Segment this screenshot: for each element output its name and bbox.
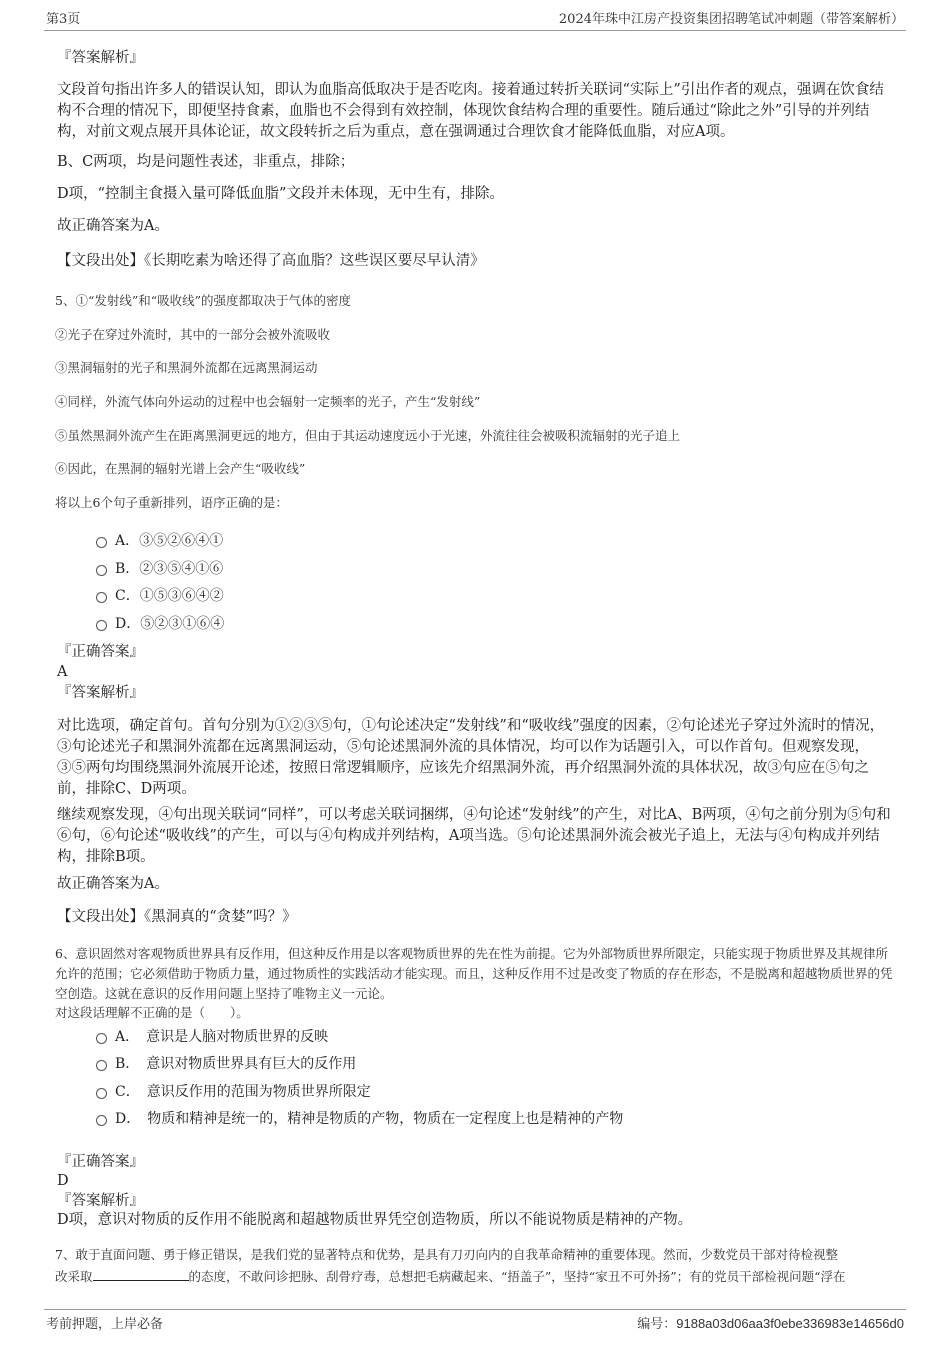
source-citation: 【文段出处】《长期吃素为啥还得了高血脂？这些误区要尽早认清》 — [57, 253, 485, 269]
option-a[interactable]: A．③⑤②⑥④① — [96, 530, 223, 550]
option-b[interactable]: B．②③⑤④①⑥ — [96, 558, 223, 578]
question-sentence: ③黑洞辐射的光子和黑洞外流都在远离黑洞运动 — [55, 360, 318, 375]
analysis-label: 『答案解析』 — [57, 685, 144, 701]
answer-value: A — [57, 664, 68, 680]
analysis-paragraph: B、C两项，均是问题性表述，非重点，排除； — [57, 154, 355, 170]
question-stem-continued: 改采取 的态度，不敢问诊把脉、刮骨疗毒，总想把毛病藏起来、“捂盖子”，坚持“家丑不可外扬”；有的党员干部检视问题“浮在 — [55, 1266, 900, 1287]
radio-icon[interactable] — [96, 1033, 107, 1044]
option-c[interactable]: C．①⑤③⑥④② — [96, 585, 224, 605]
header-divider — [44, 30, 906, 31]
option-c[interactable]: C． 意识反作用的范围为物质世界所限定 — [96, 1081, 371, 1101]
analysis-conclusion: 故正确答案为A。 — [57, 876, 169, 892]
analysis-paragraph: D项，“控制主食摄入量可降低血脂”文段并未体现，无中生有，排除。 — [57, 186, 504, 202]
radio-icon[interactable] — [96, 1115, 107, 1126]
question-stem: 将以上6个句子重新排列，语序正确的是： — [55, 495, 288, 510]
document-code: 编号：9188a03d06aa3f0ebe336983e14656d0 — [637, 1316, 904, 1332]
analysis-paragraph: D项，意识对物质的反作用不能脱离和超越物质世界凭空创造物质，所以不能说物质是精神的产物。 — [57, 1212, 693, 1228]
option-a[interactable]: A． 意识是人脑对物质世界的反映 — [96, 1026, 328, 1046]
question-ask: 对这段话理解不正确的是（ ）。 — [55, 1005, 249, 1020]
radio-icon[interactable] — [96, 537, 107, 548]
answer-label: 『正确答案』 — [57, 1154, 144, 1170]
document-title: 2024年珠中江房产投资集团招聘笔试冲刺题（带答案解析） — [558, 12, 904, 27]
option-b[interactable]: B． 意识对物质世界具有巨大的反作用 — [96, 1053, 356, 1073]
question-sentence: ⑥因此，在黑洞的辐射光谱上会产生“吸收线” — [55, 461, 306, 476]
footer-slogan: 考前押题，上岸必备 — [46, 1317, 164, 1332]
analysis-paragraph: 继续观察发现，④句出现关联词“同样”，可以考虑关联词捆绑，④句论述“发射线”的产生，对比A、B两项，④句之前分别为⑤句和⑥句，⑥句论述“吸收线”的产生，可以与④句构成并列结构，A项当选。⑤句论述黑洞外流会被光子追上，无法与④句构成并列结构，排除B项。 — [57, 807, 891, 865]
question-sentence: ②光子在穿过外流时，其中的一部分会被外流吸收 — [55, 327, 331, 342]
question-stem: 6、意识固然对客观物质世界具有反作用，但这种反作用是以客观物质世界的先在性为前提。它为外部物质世界所限定，只能实现于物质世界及其规律所允许的范围；它必须借助于物质力量，通过物质性的实践活动才能实现。而且，这种反作用不过是改变了物质的存在形态，不是脱离和超越物质世界的凭空创造。这就在意识的反作用问题上坚持了唯物主义一元论。 — [55, 946, 893, 1001]
analysis-label: 『答案解析』 — [57, 1193, 144, 1209]
analysis-conclusion: 故正确答案为A。 — [57, 218, 169, 234]
option-d[interactable]: D． 物质和精神是统一的，精神是物质的产物，物质在一定程度上也是精神的产物 — [96, 1108, 623, 1128]
radio-icon[interactable] — [96, 592, 107, 603]
radio-icon[interactable] — [96, 1060, 107, 1071]
analysis-paragraph: 对比选项，确定首句。首句分别为①②③⑤句，①句论述决定“发射线”和“吸收线”强度的因素，②句论述光子穿过外流时的情况，③句论述光子和黑洞外流都在远离黑洞运动，⑤句论述黑洞外流的具体情况，均可以作为话题引入，可以作首句。但观察发现，③⑤两句均围绕黑洞外流展开论述，按照日常逻辑顺序，应该先介绍黑洞外流，再介绍黑洞外流的具体状况，故③句应在⑤句之前，排除C、D两项。 — [57, 718, 885, 797]
analysis-label: 『答案解析』 — [57, 50, 144, 66]
question-sentence: 5、①“发射线”和“吸收线”的强度都取决于气体的密度 — [55, 293, 352, 308]
answer-label: 『正确答案』 — [57, 644, 144, 660]
option-d[interactable]: D．⑤②③①⑥④ — [96, 613, 224, 633]
footer-divider — [44, 1309, 906, 1310]
question-stem: 7、敢于直面问题、勇于修正错误，是我们党的显著特点和优势，是具有刀刃向内的自我革命精神的重要体现。然而，少数党员干部对待检视整 — [55, 1247, 838, 1262]
source-citation: 【文段出处】《黑洞真的“贪婪”吗？》 — [57, 909, 297, 925]
analysis-paragraph: 文段首句指出许多人的错误认知，即认为血脂高低取决于是否吃肉。接着通过转折关联词“实际上”引出作者的观点，强调在饮食结构不合理的情况下，即便坚持食素，血脂也不会得到有效控制，体现饮食结构合理的重要性。随后通过“除此之外”引导的并列结构，对前文观点展开具体论证，故文段转折之后为重点，意在强调通过合理饮食才能降低血脂，对应A项。 — [57, 82, 884, 140]
radio-icon[interactable] — [96, 1088, 107, 1099]
radio-icon[interactable] — [96, 620, 107, 631]
question-sentence: ⑤虽然黑洞外流产生在距离黑洞更远的地方，但由于其运动速度远小于光速，外流往往会被吸积流辐射的光子追上 — [55, 428, 681, 443]
fill-blank — [93, 1266, 189, 1281]
radio-icon[interactable] — [96, 565, 107, 576]
question-sentence: ④同样，外流气体向外运动的过程中也会辐射一定频率的光子，产生“发射线” — [55, 394, 481, 409]
answer-value: D — [57, 1173, 69, 1189]
page-number: 第3页 — [46, 12, 81, 27]
